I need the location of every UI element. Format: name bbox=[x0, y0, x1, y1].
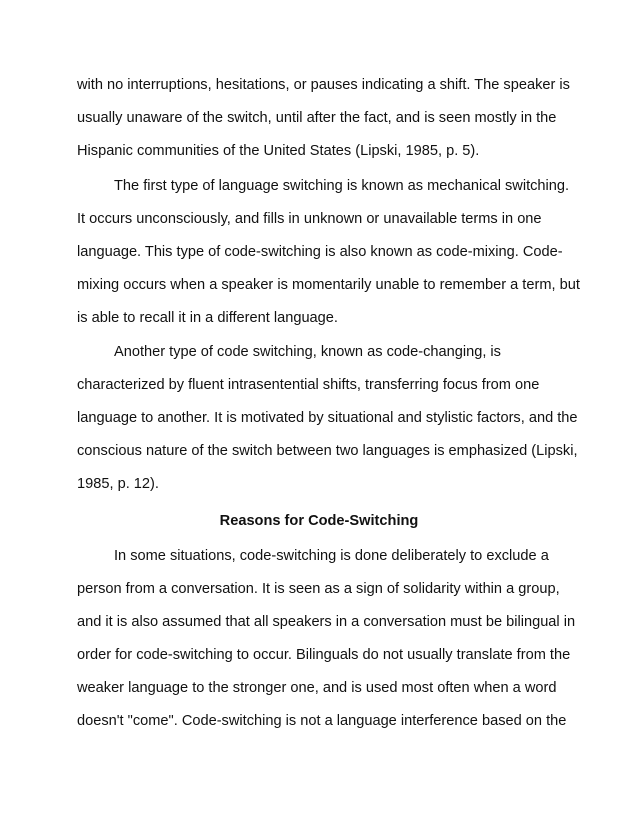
body-text-line: order for code-switching to occur. Bilinguals do not usually translate from the bbox=[77, 647, 571, 663]
body-text-line: conscious nature of the switch between two languages is emphasized (Lipski, bbox=[77, 443, 578, 459]
body-text-line: Another type of code switching, known as code-changing, is bbox=[114, 344, 501, 360]
body-text-line: mixing occurs when a speaker is momentarily unable to remember a term, but bbox=[77, 277, 580, 293]
body-text-line: It occurs unconsciously, and fills in unknown or unavailable terms in one bbox=[77, 211, 542, 227]
body-text-line: In some situations, code-switching is done deliberately to exclude a bbox=[114, 548, 549, 564]
body-text-line: characterized by fluent intrasentential shifts, transferring focus from one bbox=[77, 377, 540, 393]
body-text-line: language to another. It is motivated by situational and stylistic factors, and the bbox=[77, 410, 578, 426]
body-text-line: Hispanic communities of the United States (Lipski, 1985, p. 5). bbox=[77, 143, 480, 159]
body-text-line: The first type of language switching is known as mechanical switching. bbox=[114, 178, 570, 194]
body-text-line: and it is also assumed that all speakers in a conversation must be bilingual in bbox=[77, 614, 576, 630]
body-text-line: is able to recall it in a different language. bbox=[77, 310, 338, 326]
body-text-line: language. This type of code-switching is also known as code-mixing. Code- bbox=[77, 244, 563, 260]
body-text-line: 1985, p. 12). bbox=[77, 476, 159, 492]
body-text-line: person from a conversation. It is seen as a sign of solidarity within a group, bbox=[77, 581, 560, 597]
body-text-line: weaker language to the stronger one, and is used most often when a word bbox=[77, 680, 557, 696]
body-text-line: with no interruptions, hesitations, or pauses indicating a shift. The speaker is bbox=[77, 77, 570, 93]
section-heading: Reasons for Code-Switching bbox=[219, 513, 419, 529]
body-text-line: doesn't "come". Code-switching is not a language interference based on the bbox=[77, 713, 567, 729]
body-text-line: usually unaware of the switch, until after the fact, and is seen mostly in the bbox=[77, 110, 557, 126]
